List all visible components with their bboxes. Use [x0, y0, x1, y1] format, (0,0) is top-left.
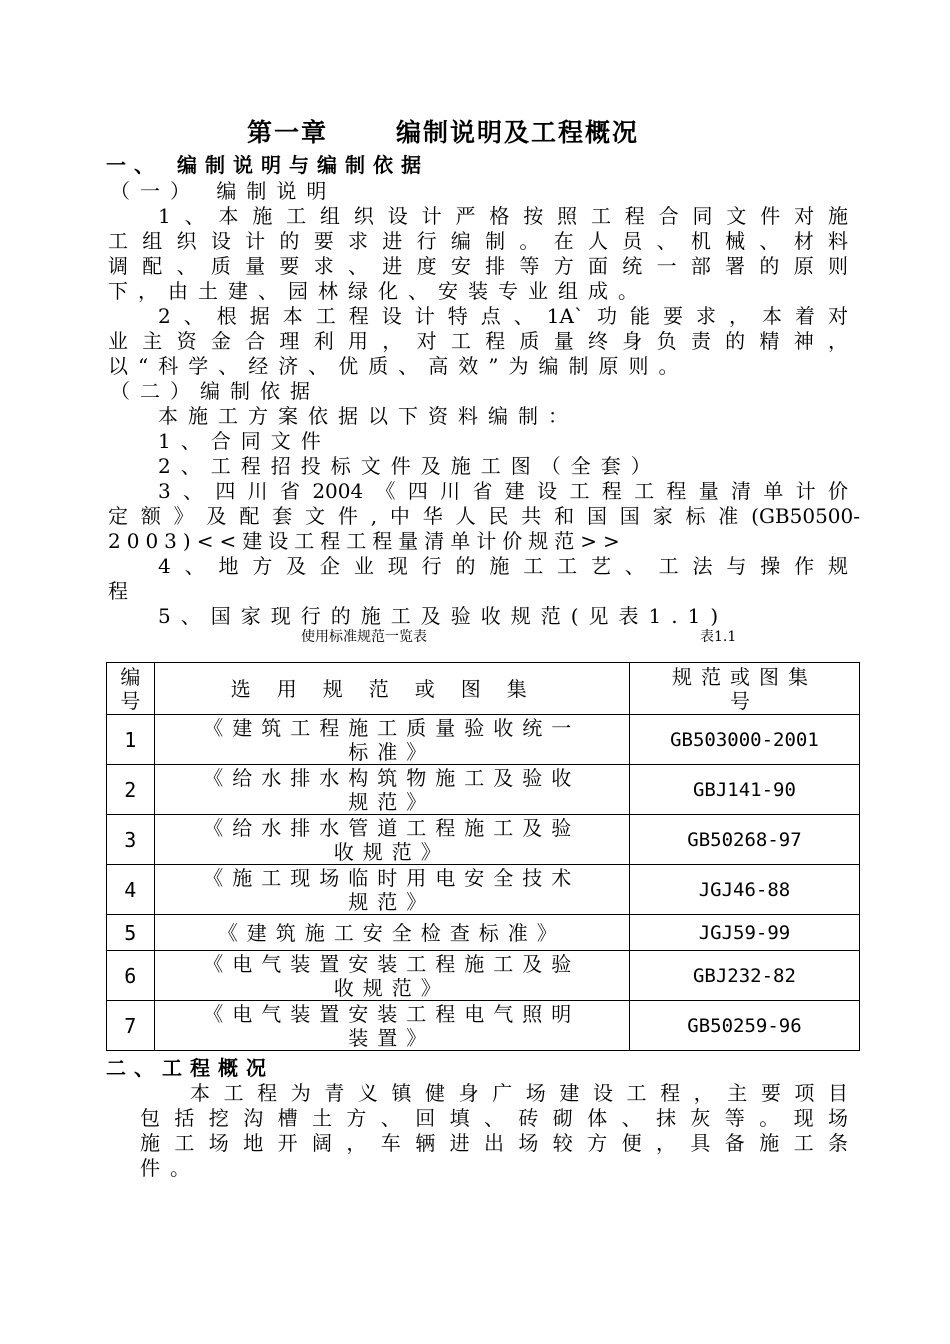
- row-name-line-2: 收规范》: [333, 975, 450, 1000]
- row-name-line-1: 《电气装置安装工程电气照明: [203, 1001, 581, 1026]
- table-row: [107, 715, 860, 765]
- row-name-line-2: 标准》: [348, 739, 436, 764]
- table-row: [107, 915, 860, 951]
- standards-table: [106, 662, 860, 1051]
- p2-line-2: 业主资金合理利用，对工程质量终身负责的精神，: [108, 329, 848, 353]
- table-row: [107, 815, 860, 865]
- row-name-line-1: 《建筑施工安全检查标准》: [217, 920, 566, 945]
- p1-line-1: 1、本施工组织设计严格按照工程合同文件对施: [158, 204, 848, 228]
- section1-heading: 一、 编制说明与编制依据: [106, 153, 429, 177]
- row-code: GB50268-97: [629, 815, 859, 865]
- row-code: JGJ59-99: [629, 915, 859, 951]
- row-name-line-2: 规范》: [348, 889, 436, 914]
- row-name: [154, 865, 629, 915]
- row-name: [154, 765, 629, 815]
- row-name: [154, 1001, 629, 1051]
- s2-line-3: 施工场地开阔，车辆进出场较方便，具备施工条: [140, 1131, 848, 1155]
- row-name-line-1: 《施工现场临时用电安全技术: [203, 865, 581, 890]
- row-name: [154, 915, 629, 951]
- sub2-intro: 本施工方案依据以下资料编制：: [158, 404, 578, 428]
- section2-heading: 二、工程概况: [106, 1056, 274, 1080]
- table-row: [107, 1001, 860, 1051]
- basis-item-3-line-2: 定额》及配套文件,中华人民共和国国家标准(GB50500-: [108, 504, 860, 528]
- row-code: GBJ141-90: [629, 765, 859, 815]
- header-code: [629, 663, 859, 715]
- row-no: 7: [107, 1001, 155, 1051]
- s2-line-2: 包括挖沟槽土方、回填、砖砌体、抹灰等。现场: [140, 1106, 848, 1130]
- row-code: GBJ232-82: [629, 951, 859, 1001]
- sub2-heading: （二）编制依据: [110, 379, 320, 403]
- p1-line-3: 调配、质量要求、进度安排等方面统一部署的原则: [108, 254, 848, 278]
- row-code: JGJ46-88: [629, 865, 859, 915]
- p2-line-3: 以“科学、经济、优质、高效”为编制原则。: [108, 354, 689, 378]
- p2-line-1: 2、根据本工程设计特点、1A`功能要求，本着对: [158, 304, 848, 328]
- header-no-line-2: 号: [120, 688, 141, 713]
- s2-line-1: 本工程为青义镇健身广场建设工程，主要项目: [190, 1081, 848, 1105]
- table-label: 表1.1: [700, 629, 737, 645]
- p1-line-4: 下，由土建、园林绿化、安装专业组成。: [108, 279, 648, 303]
- row-name-line-1: 《给水排水构筑物施工及验收: [203, 765, 581, 790]
- row-code: GB503000-2001: [629, 715, 859, 765]
- basis-item-4-line-2: 程: [108, 579, 128, 603]
- row-no: 5: [107, 915, 155, 951]
- table-row: [107, 951, 860, 1001]
- basis-item-4-line-1: 4、地方及企业现行的施工工艺、工法与操作规: [158, 554, 848, 578]
- basis-item-3-line-1: 3、四川省2004《四川省建设工程工程量清单计价: [158, 479, 848, 503]
- table-header-row: [107, 663, 860, 715]
- chapter-title: [247, 113, 639, 149]
- table-row: [107, 865, 860, 915]
- row-no: 1: [107, 715, 155, 765]
- row-name: [154, 951, 629, 1001]
- basis-item-1: 1、合同文件: [158, 429, 331, 453]
- row-name-line-1: 《电气装置安装工程施工及验: [203, 951, 581, 976]
- chapter-name: 编制说明及工程概况: [396, 118, 640, 147]
- row-no: 2: [107, 765, 155, 815]
- row-no: 4: [107, 865, 155, 915]
- table-row: [107, 765, 860, 815]
- header-no-line-1: 编: [120, 664, 141, 689]
- header-no: [107, 663, 155, 715]
- row-name-line-2: 规范》: [348, 789, 436, 814]
- p1-line-2: 工组织设计的要求进行编制。在人员、机械、材料: [108, 229, 848, 253]
- header-code-line-2: 号: [729, 688, 759, 713]
- row-name-line-2: 装置》: [348, 1025, 436, 1050]
- sub1-heading: （一） 编制说明: [110, 179, 337, 203]
- row-name-line-1: 《给水排水管道工程施工及验: [203, 815, 581, 840]
- basis-item-5: 5、国家现行的施工及验收规范(见表1.1): [158, 604, 729, 628]
- row-no: 6: [107, 951, 155, 1001]
- basis-item-2: 2、工程招投标文件及施工图（全套）: [158, 454, 661, 478]
- row-name-line-2: 收规范》: [333, 839, 450, 864]
- row-name: [154, 715, 629, 765]
- basis-item-3-line-3: 2003)<<建设工程工程量清单计价规范>>: [108, 529, 626, 553]
- chapter-number: 第一章: [247, 118, 329, 147]
- s2-line-4: 件。: [140, 1156, 200, 1180]
- row-name-line-1: 《建筑工程施工质量验收统一: [203, 715, 581, 740]
- row-code: GB50259-96: [629, 1001, 859, 1051]
- table-caption: 使用标准规范一览表: [301, 629, 427, 645]
- header-code-line-1: 规范或图集: [671, 664, 817, 689]
- header-name: 选用规范或图集: [154, 663, 629, 715]
- row-name: [154, 815, 629, 865]
- row-no: 3: [107, 815, 155, 865]
